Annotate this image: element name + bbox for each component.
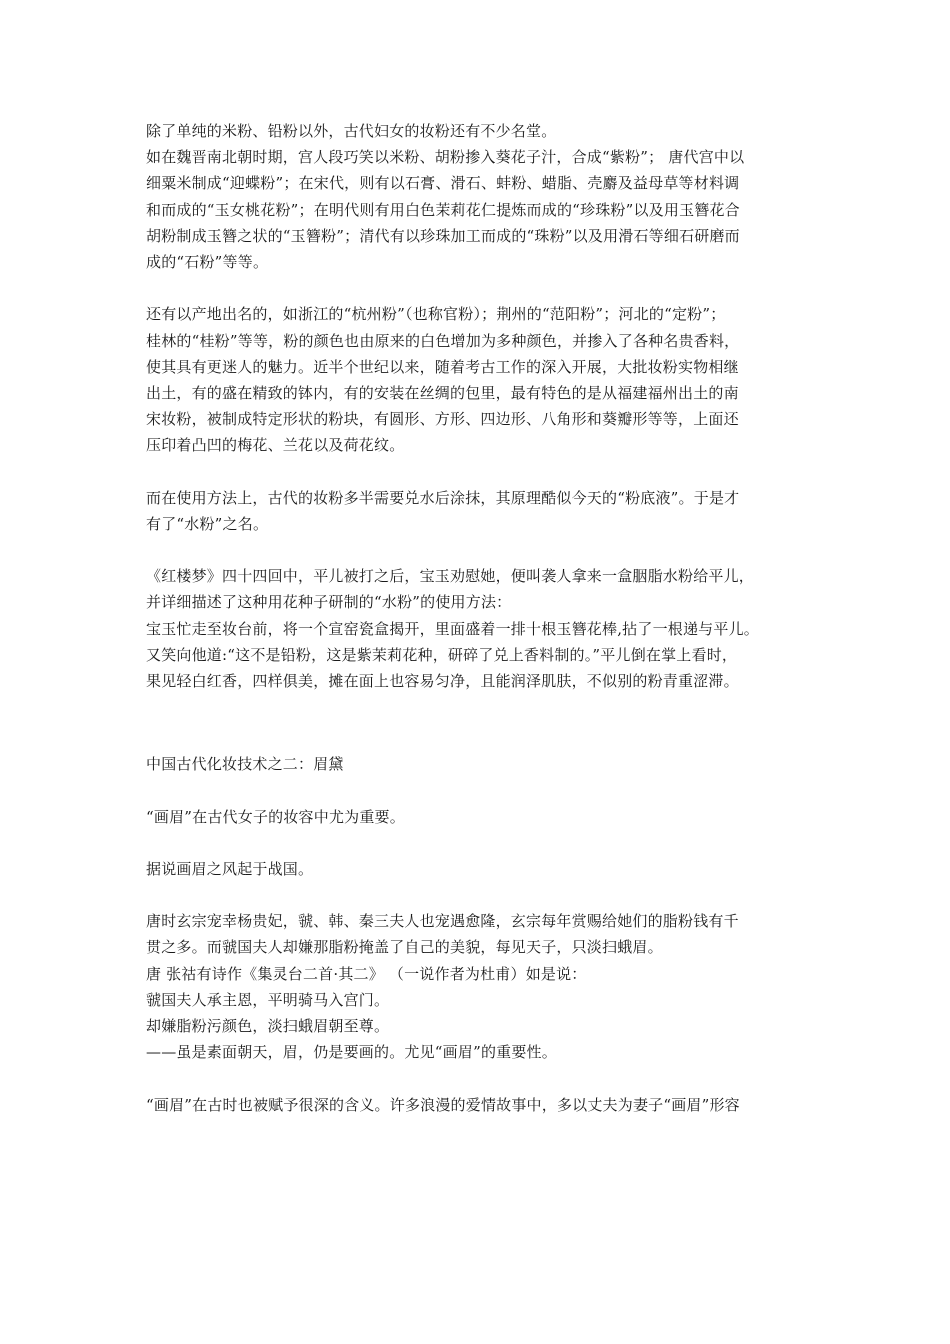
text-line: “画眉”在古时也被赋予很深的含义。许多浪漫的爱情故事中，多以丈夫为妻子“画眉”形容 xyxy=(146,1095,740,1114)
text-line: 成的“石粉”等等。 xyxy=(146,252,269,271)
text-line: 而在使用方法上，古代的妆粉多半需要兑水后涂抹，其原理酷似今天的“粉底液”。于是才 xyxy=(146,488,740,507)
paragraph-usage-method xyxy=(146,485,846,537)
text-line: 桂林的“桂粉”等等，粉的颜色也由原来的白色增加为多种颜色，并掺入了各种名贵香料， xyxy=(146,331,740,350)
text-line: 据说画眉之风起于战国。 xyxy=(146,859,314,878)
section-heading: 中国古代化妆技术之二：眉黛 xyxy=(146,755,344,774)
paragraph-cosmetic-powders xyxy=(146,118,846,275)
text-line: 压印着凸凹的梅花、兰花以及荷花纹。 xyxy=(146,436,405,455)
text-line: 《红楼梦》四十四回中，平儿被打之后，宝玉劝慰她，便叫袭人拿来一盒胭脂水粉给平儿， xyxy=(146,567,755,586)
poem-line: 却嫌脂粉污颜色，淡扫蛾眉朝至尊。 xyxy=(146,1017,390,1035)
paragraph-red-chamber-quote xyxy=(146,563,846,694)
text-line: 和而成的“玉女桃花粉”；在明代则有用白色茉莉花仁提炼而成的“珍珠粉”以及用玉簪花合 xyxy=(146,200,740,219)
text-line: 有了“水粉”之名。 xyxy=(146,514,269,533)
text-line: 宋妆粉，被制成特定形状的粉块，有圆形、方形、四边形、八角形和葵瓣形等等，上面还 xyxy=(146,410,739,429)
text-line: 胡粉制成玉簪之状的“玉簪粉”；清代有以珍珠加工而成的“珠粉”以及用滑石等细石研磨而 xyxy=(146,226,740,245)
text-line: 唐时玄宗宠幸杨贵妃，虢、韩、秦三夫人也宠遇愈隆，玄宗每年赏赐给她们的脂粉钱有千 xyxy=(146,912,739,931)
poem-line: 虢国夫人承主恩，平明骑马入宫门。 xyxy=(146,990,390,1009)
text-line: 还有以产地出名的，如浙江的“杭州粉”（也称官粉）；荆州的“范阳粉”；河北的“定粉”； xyxy=(146,305,726,324)
text-line: 细粟米制成“迎蝶粉”；在宋代，则有以石膏、滑石、蚌粉、蜡脂、壳麝及益母草等材料调 xyxy=(146,174,740,193)
text-line: 贯之多。而虢国夫人却嫌那脂粉掩盖了自己的美貌，每见天子，只淡扫蛾眉。 xyxy=(146,938,663,957)
paragraph-eyebrow-meaning xyxy=(146,1092,846,1118)
paragraph-eyebrow-origin xyxy=(146,856,846,882)
paragraph-eyebrow-importance xyxy=(146,804,846,830)
text-line: 果见轻白红香，四样俱美，摊在面上也容易匀净，且能润泽肌肤，不似别的粉青重涩滞。 xyxy=(146,671,739,690)
document-body xyxy=(146,118,846,1118)
text-line: 唐 张祜有诗作《集灵台二首·其二》 （一说作者为杜甫）如是说： xyxy=(146,964,587,983)
text-line: 出土，有的盛在精致的钵内，有的安装在丝绸的包里，最有特色的是从福建福州出土的南 xyxy=(146,383,739,402)
text-line: 如在魏晋南北朝时期，宫人段巧笑以米粉、胡粉掺入葵花子汁，合成“紫粉”； 唐代宫中以 xyxy=(146,148,745,167)
text-line: 宝玉忙走至妆台前，将一个宣窑瓷盒揭开，里面盛着一排十根玉簪花棒,拈了一根递与平儿。 xyxy=(146,619,759,638)
text-line: 使其具有更迷人的魅力。近半个世纪以来，随着考古工作的深入开展，大批妆粉实物相继 xyxy=(146,357,739,376)
text-line: 又笑向他道:“这不是铅粉，这是紫茉莉花种，研碎了兑上香料制的。”平儿倒在掌上看时， xyxy=(146,645,738,664)
paragraph-regional-powders xyxy=(146,301,846,458)
text-line: ——虽是素面朝天，眉，仍是要画的。尤见“画眉”的重要性。 xyxy=(146,1043,557,1062)
text-line: “画眉”在古代女子的妆容中尤为重要。 xyxy=(146,807,405,826)
text-line: 并详细描述了这种用花种子研制的“水粉”的使用方法： xyxy=(146,593,512,612)
text-line: 除了单纯的米粉、铅粉以外，古代妇女的妆粉还有不少名堂。 xyxy=(146,122,557,140)
section-heading-eyebrows xyxy=(146,751,846,777)
paragraph-tang-anecdote xyxy=(146,908,846,1065)
